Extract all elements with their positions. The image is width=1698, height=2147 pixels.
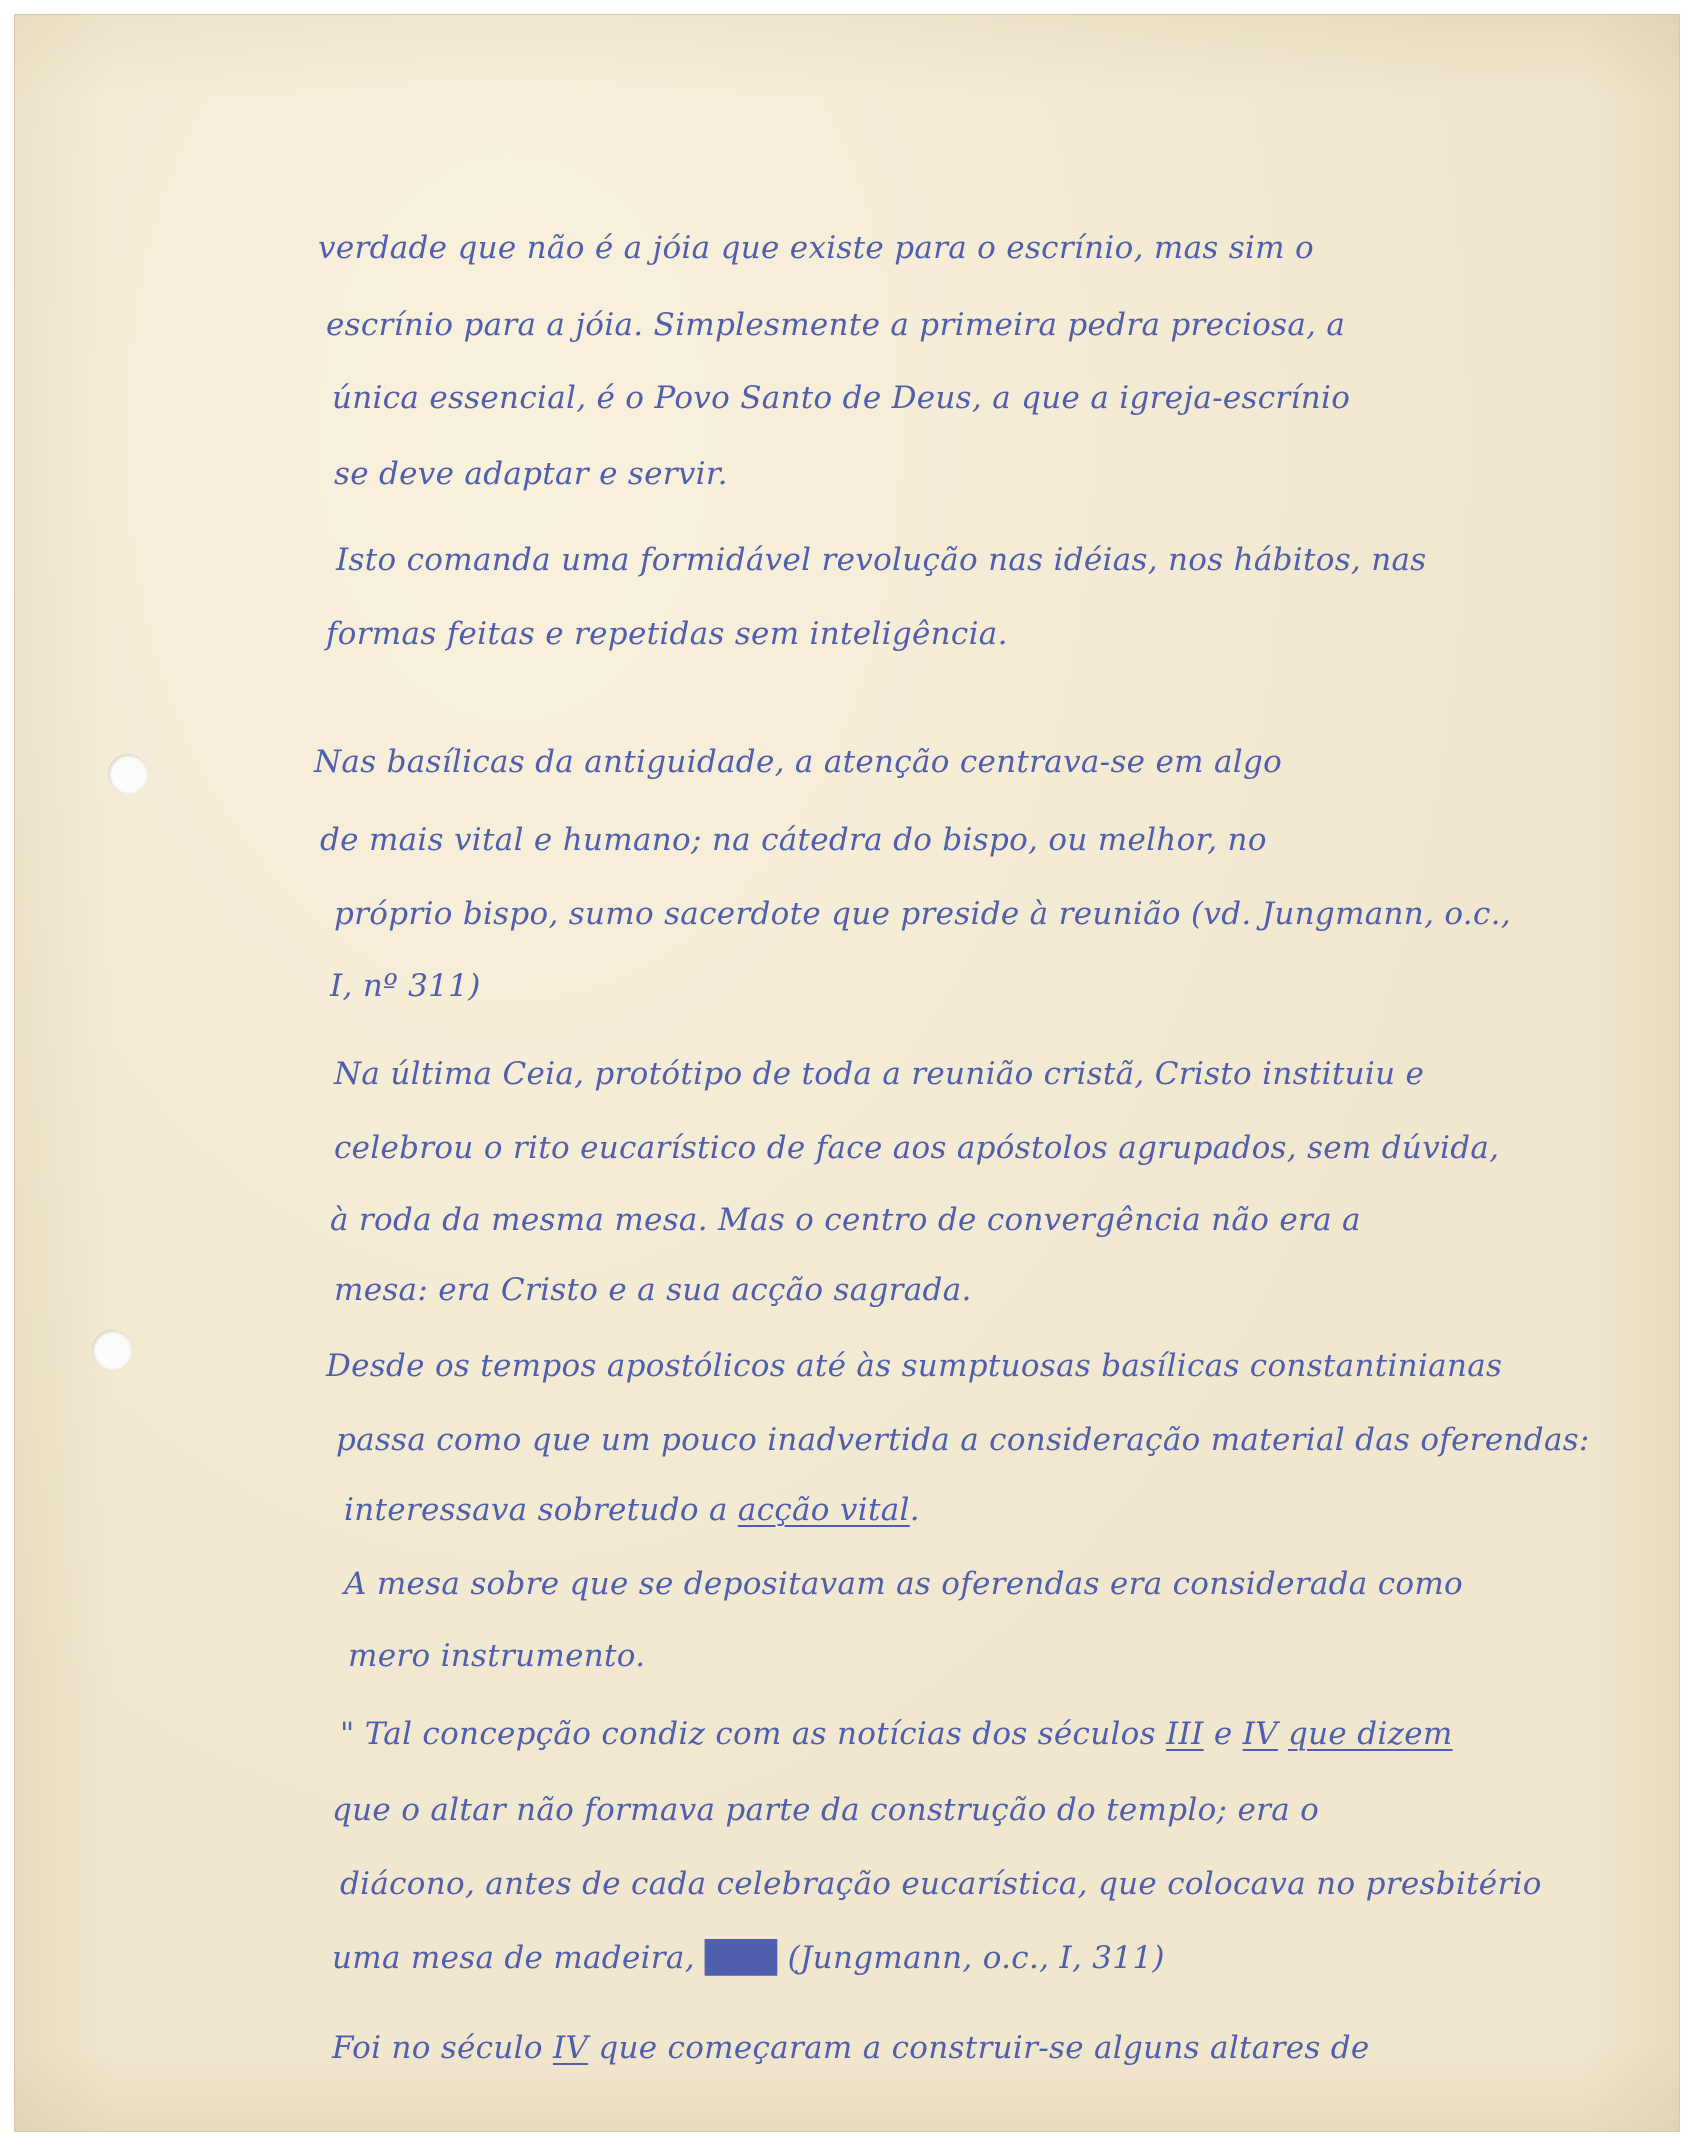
text-line: Nas basílicas da antiguidade, a atenção centrava-se em algo bbox=[314, 744, 1283, 780]
text-segment: . bbox=[909, 1492, 920, 1528]
text-line: Isto comanda uma formidável revolução nas idéias, nos hábitos, nas bbox=[336, 542, 1427, 578]
text-line: A mesa sobre que se depositavam as oferendas era considerada como bbox=[344, 1566, 1464, 1602]
text-segment: " Tal concepção condiz com as notícias dos séculos bbox=[340, 1716, 1156, 1752]
text-line bbox=[344, 1490, 920, 1530]
text-segment: e bbox=[1213, 1716, 1233, 1752]
text-line: única essencial, é o Povo Santo de Deus, a que a igreja-escrínio bbox=[332, 380, 1351, 416]
text-line: Desde os tempos apostólicos até às sumptuosas basílicas constantinianas bbox=[326, 1348, 1503, 1384]
text-segment: que começaram a construir-se alguns altares de bbox=[598, 2030, 1370, 2066]
text-line: próprio bispo, sumo sacerdote que preside à reunião (vd. Jungmann, o.c., bbox=[334, 896, 1511, 932]
text-line bbox=[332, 1938, 1165, 1978]
text-segment: Foi no século bbox=[332, 2030, 543, 2066]
text-line: verdade que não é a jóia que existe para o escrínio, mas sim o bbox=[318, 230, 1314, 266]
manuscript-page bbox=[14, 14, 1680, 2132]
text-line bbox=[340, 1714, 1453, 1754]
text-line: mesa: era Cristo e a sua acção sagrada. bbox=[334, 1272, 972, 1308]
roman-numeral: III bbox=[1166, 1716, 1204, 1752]
punch-hole bbox=[108, 754, 148, 794]
text-line: se deve adaptar e servir. bbox=[334, 456, 728, 492]
text-line: que o altar não formava parte da construção do templo; era o bbox=[332, 1792, 1320, 1828]
text-segment: interessava sobretudo a bbox=[344, 1492, 728, 1528]
underlined-text: acção vital bbox=[737, 1492, 910, 1528]
text-line: de mais vital e humano; na cátedra do bispo, ou melhor, no bbox=[320, 822, 1267, 858]
text-line: I, nº 311) bbox=[330, 968, 481, 1004]
roman-numeral: IV bbox=[1242, 1716, 1278, 1752]
text-line bbox=[332, 2028, 1370, 2068]
text-line: formas feitas e repetidas sem inteligência. bbox=[326, 616, 1008, 652]
text-line: Na última Ceia, protótipo de toda a reunião cristã, Cristo instituiu e bbox=[334, 1056, 1425, 1092]
roman-numeral: IV bbox=[552, 2030, 589, 2066]
text-line: mero instrumento. bbox=[348, 1638, 646, 1674]
text-line: passa como que um pouco inadvertida a consideração material das oferendas: bbox=[336, 1422, 1590, 1458]
text-line: escrínio para a jóia. Simplesmente a primeira pedra preciosa, a bbox=[326, 307, 1346, 343]
text-line: diácono, antes de cada celebração eucarística, que colocava no presbitério bbox=[340, 1866, 1542, 1902]
struck-out-word: ███ bbox=[705, 1940, 778, 1976]
punch-hole bbox=[92, 1330, 132, 1370]
text-segment: uma mesa de madeira, bbox=[332, 1940, 695, 1976]
text-segment: (Jungmann, o.c., I, 311) bbox=[787, 1940, 1165, 1976]
text-line: celebrou o rito eucarístico de face aos apóstolos agrupados, sem dúvida, bbox=[334, 1130, 1500, 1166]
text-segment: que dizem bbox=[1288, 1716, 1453, 1752]
text-line: à roda da mesma mesa. Mas o centro de convergência não era a bbox=[330, 1202, 1361, 1238]
